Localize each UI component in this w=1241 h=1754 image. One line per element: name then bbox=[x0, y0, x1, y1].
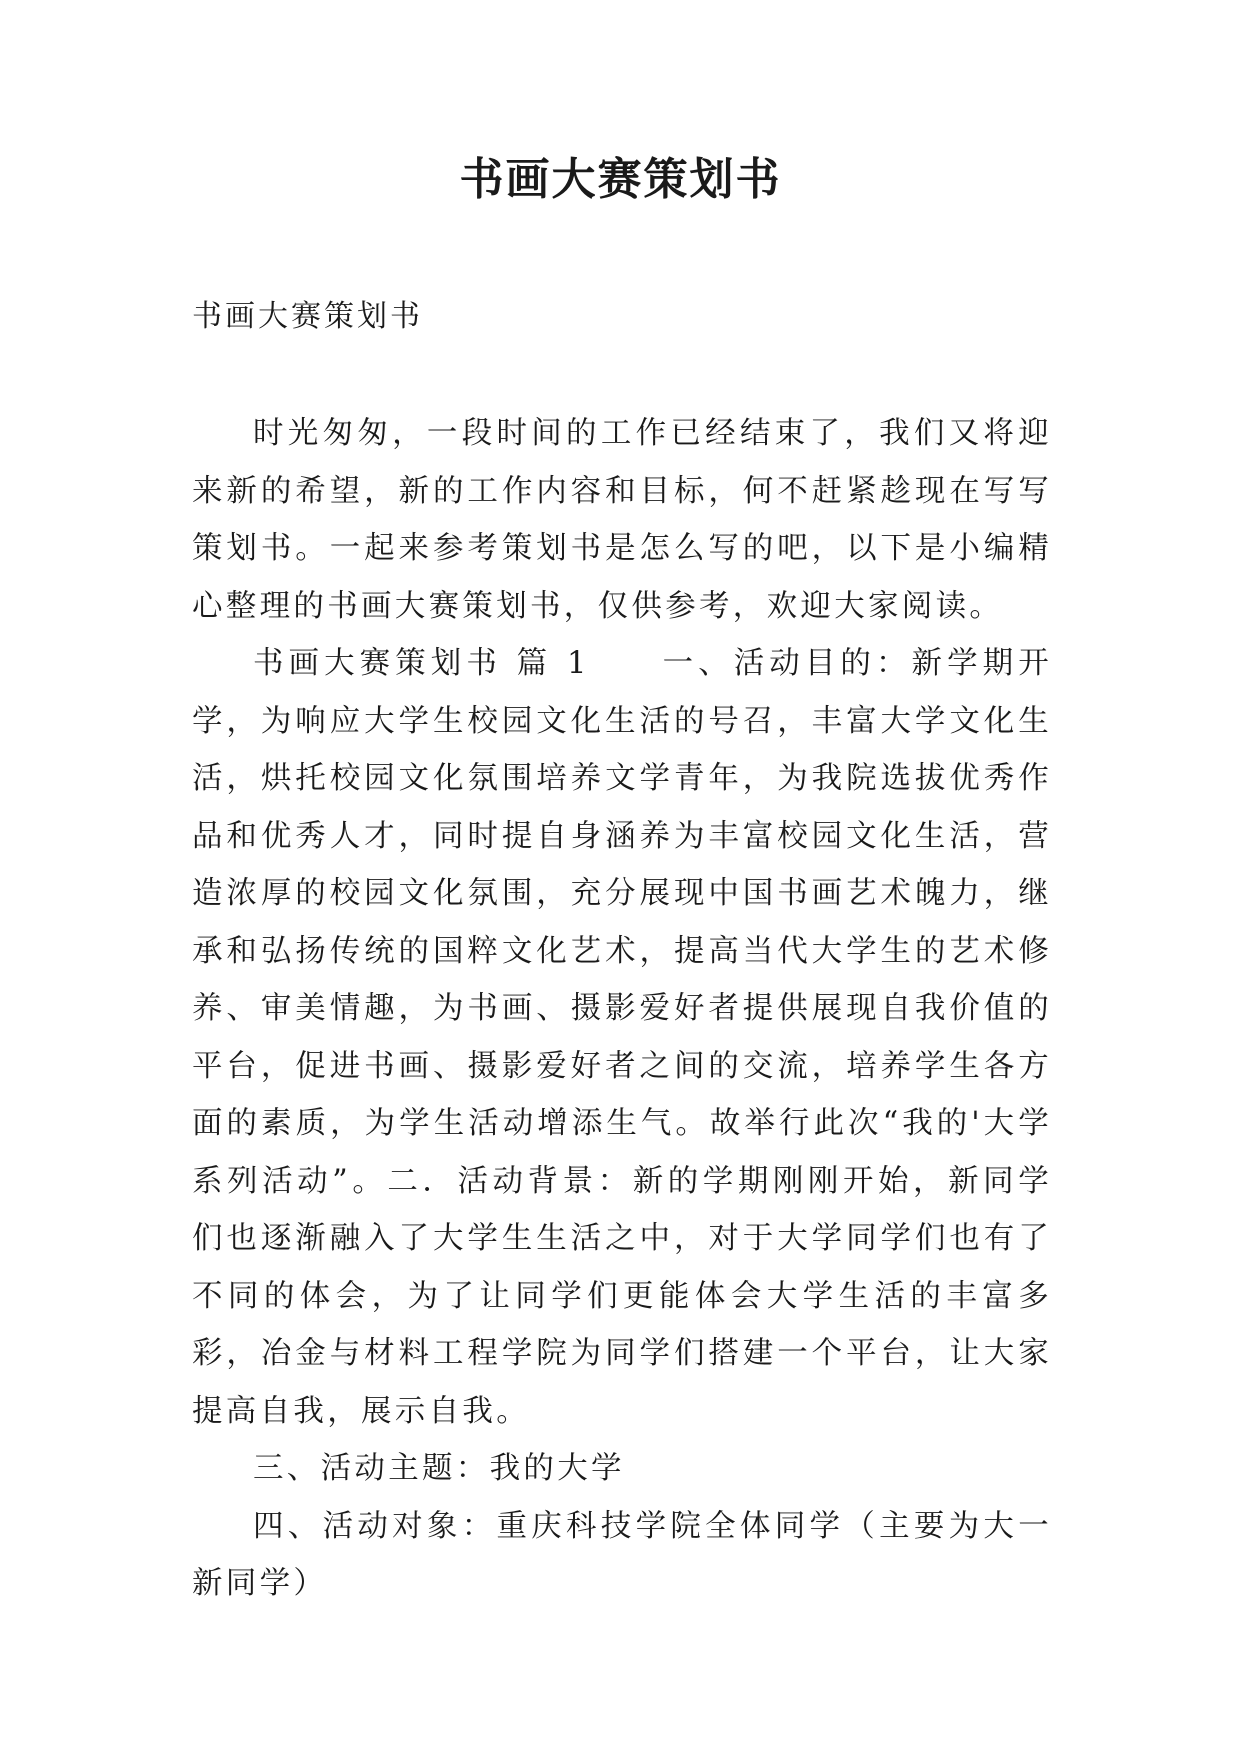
paragraph-audience: 四、活动对象：重庆科技学院全体同学（主要为大一新同学） bbox=[192, 1508, 1052, 1601]
document-subheading: 书画大赛策划书 bbox=[192, 299, 423, 334]
paragraph-section-1: 书画大赛策划书 篇 1 一、活动目的：新学期开学，为响应大学生校园文化生活的号召，丰富大学文化生活，烘托校园文化氛围培养文学青年，为我院选拔优秀作品和优秀人才，同时提自身涵养为丰富校园文化生活，营造浓厚的校园文化氛围，充分展现中国书画艺术魄力，继承和弘扬传统的国粹文化艺术，提高当代大学生的艺术修养、审美情趣，为书画、摄影爱好者提供展现自我价值的平台，促进书画、摄影爱好者之间的交流，培养学生各方面的素质，为学生活动增添生气。故举行此次“我的'大学系列活动”。二．活动背景：新的学期刚刚开始，新同学们也逐渐融入了大学生生活之中，对于大学同学们也有了不同的体会，为了让同学们更能体会大学生活的丰富多彩，冶金与材料工程学院为同学们搭建一个平台，让大家提高自我，展示自我。 bbox=[192, 646, 1052, 1429]
paragraph-intro: 时光匆匆，一段时间的工作已经结束了，我们又将迎来新的希望，新的工作内容和目标，何不赶紧趁现在写写策划书。一起来参考策划书是怎么写的吧，以下是小编精心整理的书画大赛策划书，仅供参考，欢迎大家阅读。 bbox=[192, 416, 1052, 624]
document-body bbox=[192, 405, 1052, 1613]
document-title: 书画大赛策划书 bbox=[459, 154, 782, 205]
paragraph-theme: 三、活动主题：我的大学 bbox=[253, 1451, 625, 1486]
